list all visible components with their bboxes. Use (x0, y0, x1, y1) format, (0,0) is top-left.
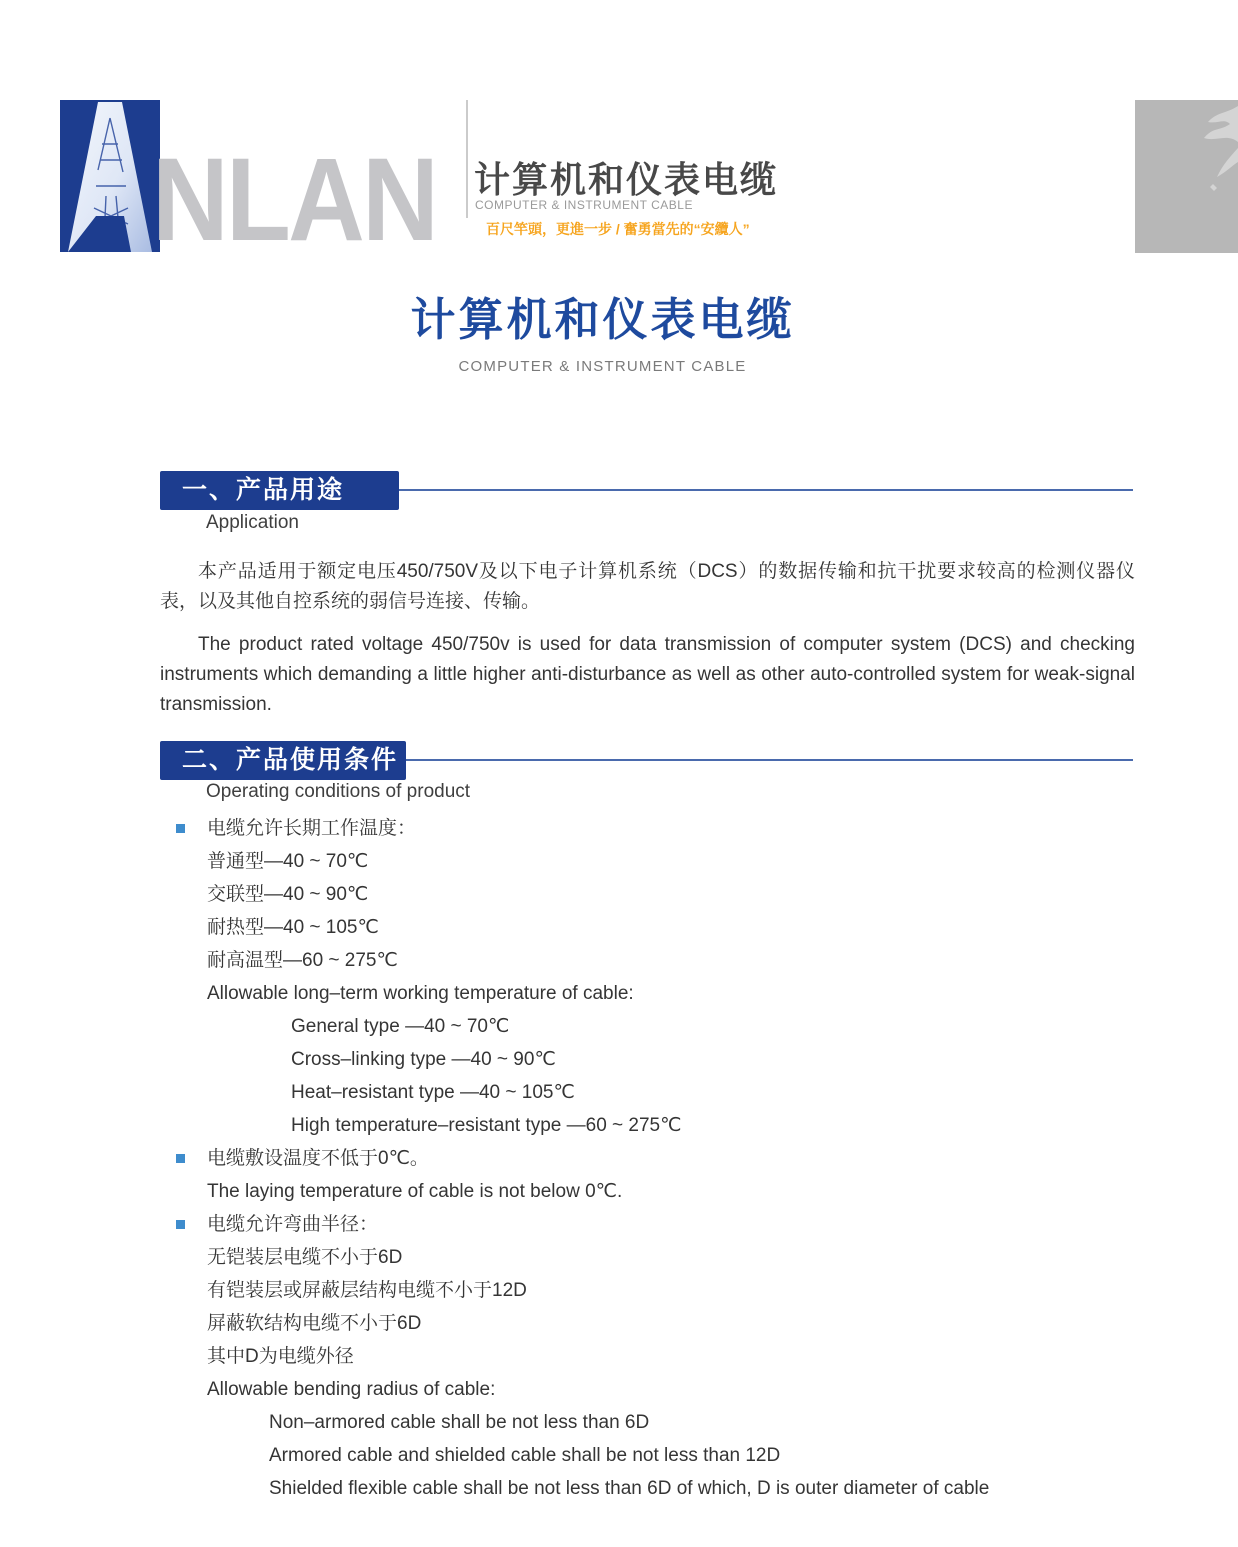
section2-heading-en: Operating conditions of product (206, 781, 471, 802)
list-item: 无铠装层电缆不小于6D (207, 1247, 403, 1268)
application-paragraph-en: The product rated voltage 450/750v is used for data transmission of computer system (DCS) and checking instruments which demanding a little higher anti-disturbance as well as other auto-controlled system for weak-signal transmission. (160, 634, 1135, 715)
page-subtitle: COMPUTER & INSTRUMENT CABLE (458, 358, 747, 375)
section2-rule (406, 759, 1133, 761)
bullet-square-icon (176, 1220, 185, 1229)
list-item: General type —40 ~ 70℃ (291, 1016, 510, 1037)
list-item: Armored cable and shielded cable shall be not less than 12D (269, 1445, 781, 1466)
bullet-square-icon (176, 1154, 185, 1163)
header-divider (466, 100, 468, 218)
list-item: 其中D为电缆外径 (207, 1346, 354, 1367)
list-item: High temperature–resistant type —60 ~ 275℃ (291, 1115, 682, 1136)
header-slogan: 百尺竿頭，更進一步 / 奮勇當先的“安纜人” (486, 221, 750, 237)
document-title-block (160, 294, 1045, 375)
list-item: The laying temperature of cable is not below 0℃. (207, 1181, 623, 1202)
logo-wordmark: NLAN (152, 134, 437, 266)
list-item: 电缆敷设温度不低于0℃。 (160, 1142, 1145, 1175)
list-item: 耐高温型—60 ~ 275℃ (207, 950, 398, 971)
bullet-square-icon (176, 824, 185, 833)
application-paragraph-zh: 本产品适用于额定电压450/750V及以下电子计算机系统（DCS）的数据传输和抗干扰要求较高的检测仪器仪表，以及其他自控系统的弱信号连接、传输。 (160, 561, 1135, 612)
list-item: 电缆允许弯曲半径： (160, 1208, 1145, 1241)
anlan-logo-mark (60, 100, 160, 252)
list-item: Heat–resistant type —40 ~ 105℃ (291, 1082, 575, 1103)
logo-a-icon (60, 100, 160, 252)
list-item: 屏蔽软结构电缆不小于6D (207, 1313, 422, 1334)
list-item: Allowable long–term working temperature of cable: (207, 983, 634, 1004)
list-item: Allowable bending radius of cable: (207, 1379, 496, 1400)
header-product-title: 计算机和仪表电缆 (474, 159, 779, 200)
list-item: 交联型—40 ~ 90℃ (207, 884, 369, 905)
list-item: Non–armored cable shall be not less than 6D (269, 1412, 650, 1433)
section2-heading: 二、产品使用条件 (160, 741, 406, 780)
operating-conditions-list (160, 812, 1145, 1505)
list-item: 有铠装层或屏蔽层结构电缆不小于12D (207, 1280, 527, 1301)
header-product-subtitle: COMPUTER & INSTRUMENT CABLE (475, 198, 693, 212)
section1-heading-en: Application (206, 512, 299, 533)
list-item: 电缆允许长期工作温度： (160, 812, 1145, 845)
list-item: 普通型—40 ~ 70℃ (207, 851, 369, 872)
decorative-image-placeholder (1135, 100, 1238, 253)
list-item: Shielded flexible cable shall be not less than 6D of which, D is outer diameter of cable (269, 1478, 990, 1499)
page-title: 计算机和仪表电缆 (410, 294, 795, 345)
list-item: 耐热型—40 ~ 105℃ (207, 917, 379, 938)
list-item: Cross–linking type —40 ~ 90℃ (291, 1049, 556, 1070)
section1-rule (399, 489, 1133, 491)
leaf-pattern-icon (1135, 100, 1238, 253)
section1-heading: 一、产品用途 (160, 471, 399, 510)
